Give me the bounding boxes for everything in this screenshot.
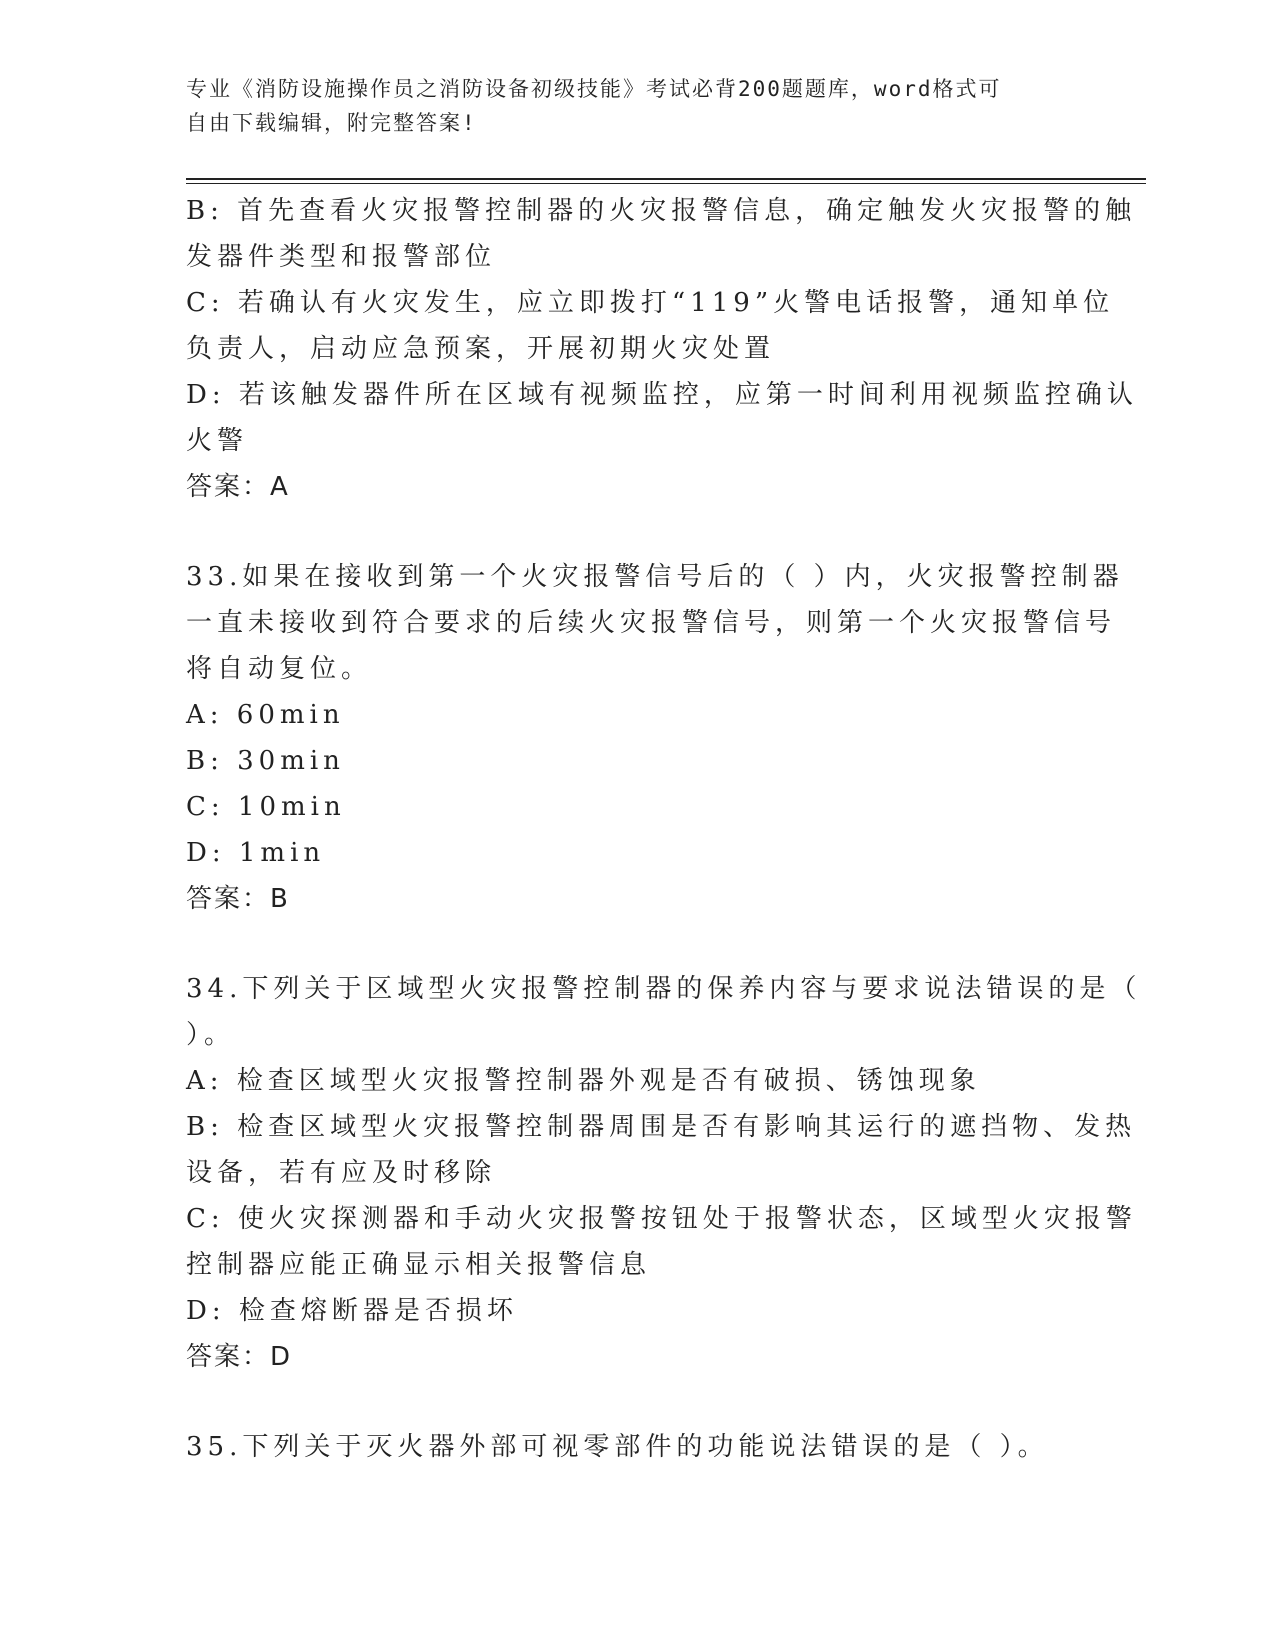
option-d-line-1: D: 若该触发器件所在区域有视频监控，应第一时间利用视频监控确认 — [186, 380, 1138, 410]
option-c-line-2: 负责人，启动应急预案，开展初期火灾处置 — [186, 334, 776, 364]
option-c-line-1: C: 若确认有火灾发生，应立即拨打“119”火警电话报警，通知单位 — [186, 288, 1115, 318]
option-d: D: 检查熔断器是否损坏 — [186, 1296, 518, 1326]
option-b-line-1: B: 首先查看火灾报警控制器的火灾报警信息，确定触发火灾报警的触 — [186, 196, 1137, 226]
question-spacer — [186, 922, 1081, 966]
option-b-line-2: 发器件类型和报警部位 — [186, 242, 497, 272]
page-header — [186, 72, 1066, 140]
option-c: C: 10min — [186, 792, 346, 822]
answer: 答案：A — [186, 472, 290, 502]
question-stem-line-1: 35.下列关于灭火器外部可视零部件的功能说法错误的是（ ）。 — [186, 1432, 1049, 1462]
option-a: A: 检查区域型火灾报警控制器外观是否有破损、锈蚀现象 — [186, 1066, 981, 1096]
question-spacer — [186, 1380, 1081, 1424]
question-stem-line-2: ）。 — [186, 1020, 236, 1050]
answer: 答案：D — [186, 1342, 293, 1372]
question-content — [186, 188, 1142, 1470]
option-d-line-2: 火警 — [186, 426, 249, 456]
option-b: B: 30min — [186, 746, 345, 776]
option-b-line-1: B: 检查区域型火灾报警控制器周围是否有影响其运行的遮挡物、发热 — [186, 1112, 1137, 1142]
question-stem-line-1: 34.下列关于区域型火灾报警控制器的保养内容与要求说法错误的是（ — [186, 974, 1142, 1004]
header-divider-thin — [186, 183, 1146, 184]
option-a: A: 60min — [186, 700, 345, 730]
question-spacer — [186, 510, 1081, 554]
question-32 — [186, 188, 1138, 510]
header-title-line-1: 专业《消防设施操作员之消防设备初级技能》考试必背200题题库，word格式可 — [186, 77, 1002, 101]
option-c-line-1: C: 使火灾探测器和手动火灾报警按钮处于报警状态，区域型火灾报警 — [186, 1204, 1137, 1234]
question-33 — [186, 554, 1124, 922]
header-title-line-2: 自由下载编辑，附完整答案! — [186, 111, 477, 135]
question-35 — [186, 1424, 1081, 1470]
option-b-line-2: 设备，若有应及时移除 — [186, 1158, 497, 1188]
header-divider-thick — [186, 178, 1146, 180]
question-stem-line-1: 33.如果在接收到第一个火灾报警信号后的（ ）内，火灾报警控制器 — [186, 562, 1124, 592]
question-stem-line-2: 一直未接收到符合要求的后续火灾报警信号，则第一个火灾报警信号 — [186, 608, 1117, 638]
option-d: D: 1min — [186, 838, 326, 868]
question-34 — [186, 966, 1142, 1380]
question-stem-line-3: 将自动复位。 — [186, 654, 373, 684]
option-c-line-2: 控制器应能正确显示相关报警信息 — [186, 1250, 652, 1280]
answer: 答案：B — [186, 884, 290, 914]
